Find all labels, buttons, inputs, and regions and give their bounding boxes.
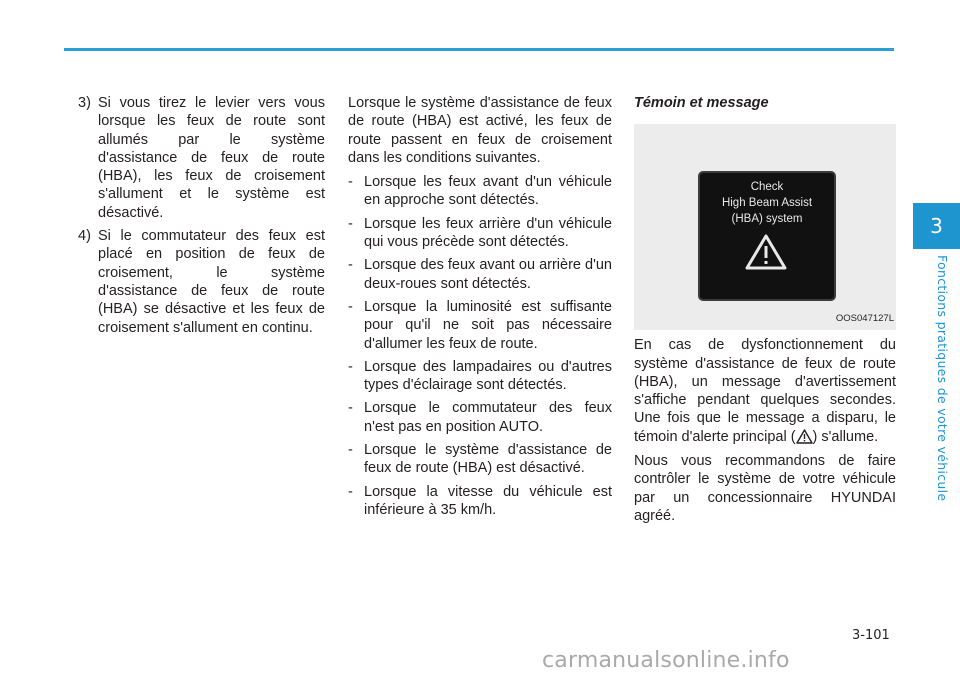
condition-item: - Lorsque des lampadaires ou d'autres types d'éclairage sont détectés. [348,358,612,394]
page-number: 3-101 [852,628,890,643]
cluster-message-figure [634,124,896,330]
chapter-side-title: Fonctions pratiques de votre véhicule [935,255,950,502]
condition-item: - Lorsque la vitesse du véhicule est inférieure à 35 km/h. [348,483,612,518]
numbered-item [78,94,325,222]
numbered-item [78,227,325,337]
condition-text: Lorsque les feux arrière d'un véhicule qui vous précède sont détectés. [364,215,612,251]
condition-item: - Lorsque le commutateur des feux n'est pas en position AUTO. [348,400,612,435]
condition-item: - Lorsque les feux avant d'un véhicule en approche sont détectés. [348,174,612,209]
condition-text: Lorsque les feux avant d'un véhicule en approche sont détectés. [364,174,612,209]
recommendation-paragraph: Nous vous recommandons de faire contrôler le système de votre véhicule par un concessionnaire HYUNDAI agréé. [634,453,896,524]
section-title: Témoin et message [634,95,769,111]
condition-text: Lorsque le commutateur des feux n'est pas en position AUTO. [364,400,612,435]
item-number: 4) [78,228,91,245]
conditions-intro: Lorsque le système d'assistance de feux de route (HBA) est activé, les feux de route passent en feux de croisement dans les conditions suivantes. [348,95,612,166]
condition-item: - Lorsque le système d'assistance de feux de route (HBA) est désactivé. [348,442,612,477]
condition-item: - Lorsque la luminosité est suffisante pour qu'il ne soit pas nécessaire d'allumer les feux de route. [348,298,612,352]
malfunction-paragraph: En cas de dysfonctionnement du système d'assistance de feux de route (HBA), un message d'avertissement s'affiche pendant quelques secondes. Une fois que le message a disparu, le témoin d'alerte principal ( ) s'allume. [634,337,896,445]
figure-code: OOS047127L [835,313,894,324]
header-rule [64,48,894,51]
condition-item: - Lorsque des feux avant ou arrière d'un deux-roues sont détectés. [348,257,612,292]
display-line: Check [750,181,784,194]
cluster-display [698,171,836,301]
display-line: (HBA) system [731,213,803,226]
condition-text: Lorsque le système d'assistance de feux de route (HBA) est désactivé. [364,442,612,477]
watermark: carmanualsonline.info [542,648,790,673]
condition-text: Lorsque la vitesse du véhicule est inférieure à 35 km/h. [364,483,612,518]
middle-column [348,94,612,524]
chapter-number-tab: 3 [913,203,960,249]
item-text: Si vous tirez le levier vers vous lorsque les feux de route sont allumés par le système d'assistance de feux de route (HBA), les feux de croisement s'allument et le système est désactivé. [98,95,325,221]
display-line: High Beam Assist [721,197,813,210]
item-number: 3) [78,95,91,111]
item-text: Si le commutateur des feux est placé en position de feux de croisement, le système d'assistance de feux de route (HBA) se désactive et les feux de croisement s'allument en continu. [98,228,325,336]
right-column [634,94,896,531]
condition-text: Lorsque des lampadaires ou d'autres types d'éclairage sont détectés. [364,358,612,394]
condition-text: Lorsque des feux avant ou arrière d'un deux-roues sont détectés. [364,257,612,292]
condition-item: - Lorsque les feux arrière d'un véhicule qui vous précède sont détectés. [348,215,612,251]
left-column [78,94,325,342]
warning-triangle-icon [744,233,788,271]
master-warning-icon [796,429,813,444]
condition-text: Lorsque la luminosité est suffisante pour qu'il ne soit pas nécessaire d'allumer les feux de route. [364,298,612,352]
